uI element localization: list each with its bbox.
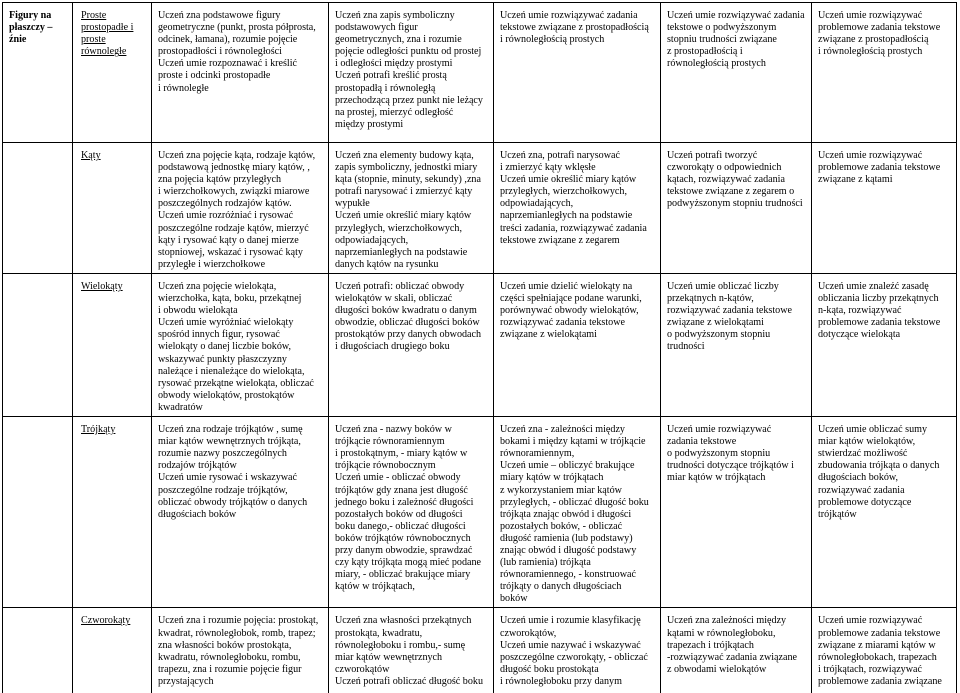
table-row: [3, 608, 957, 693]
requirement-cell: Uczeń umie rozwiązywać zadania tekstowe związane z prostopadłością i równoległością prostych: [494, 3, 661, 143]
requirement-cell: Uczeń potrafi: obliczać obwody wielokątów w skali, obliczać długości boków kwadratu o danym obwodzie, obliczać długości boków prostokątów przy danych obwodach i długościach drugiego boku: [329, 274, 494, 417]
topic-cell: [3, 417, 73, 608]
requirement-cell: Uczeń zna zależności między kątami w równoległoboku, trapezach i trójkątach -rozwiązywać zadania związane z obwodami wielokątów: [661, 608, 812, 693]
requirement-cell: Uczeń umie rozwiązywać problemowe zadania tekstowe związane z kątami: [812, 143, 957, 274]
subtopic-cell: [73, 3, 152, 143]
table-row: [3, 143, 957, 274]
subtopic-cell: [73, 274, 152, 417]
subtopic-link[interactable]: Czworokąty: [81, 615, 131, 627]
requirement-cell: Uczeń potrafi tworzyć czworokąty o odpowiednich kątach, rozwiązywać zadania tekstowe związane z zegarem o podwyższonym stopniu trudności: [661, 143, 812, 274]
requirement-cell: Uczeń umie rozwiązywać zadania tekstowe o podwyższonym stopniu trudności dotyczące trójkątów i miar kątów w trójkątach: [661, 417, 812, 608]
topic-cell: [3, 143, 73, 274]
requirement-cell: Uczeń umie obliczać sumy miar kątów wielokątów, stwierdzać możliwość zbudowania trójkąta o danych długościach boków, rozwiązywać zadania problemowe dotyczące trójkątów: [812, 417, 957, 608]
requirement-cell: Uczeń umie rozwiązywać zadania tekstowe o podwyższonym stopniu trudności związane z prostopadłością i równoległością prostych: [661, 3, 812, 143]
subtopic-cell: [73, 417, 152, 608]
topic-cell: Figury na płaszczy – źnie: [3, 3, 73, 143]
requirement-cell: Uczeń umie obliczać liczby przekątnych n-kątów, rozwiązywać zadania tekstowe związane z wielokątami o podwyższonym stopniu trudności: [661, 274, 812, 417]
requirement-cell: Uczeń umie znaleźć zasadę obliczania liczby przekątnych n-kąta, rozwiązywać problemowe zadania tekstowe dotyczące wielokąta: [812, 274, 957, 417]
topic-cell: [3, 608, 73, 693]
topic-cell: [3, 274, 73, 417]
requirement-cell: Uczeń zna zapis symboliczny podstawowych figur geometrycznych, zna i rozumie pojęcie odległości punktu od prostej i odległości między prostymi Uczeń potrafi kreślić prostą prostopadłą i równoległą przechodzącą przez punkt nie leżący na prostej, mierzyć odległość między prostymi: [329, 3, 494, 143]
requirement-cell: Uczeń zna - zależności między bokami i między kątami w trójkącie równoramiennym, Uczeń umie – obliczyć brakujące miary kątów w trójkątach z wykorzystaniem miar kątów przyległych, - obliczać długość boku trójkąta znając obwód i długości pozostałych boków, - obliczać długość ramienia (lub podstawy) znając obwód i długość podstawy (lub ramienia) trójkąta równoramiennego, - konstruować trójkąty o danych długościach boków: [494, 417, 661, 608]
table-row: [3, 417, 957, 608]
table-row: [3, 274, 957, 417]
subtopic-link[interactable]: Kąty: [81, 150, 101, 161]
requirement-cell: Uczeń zna i rozumie pojęcia: prostokąt, kwadrat, równoległobok, romb, trapez; zna własności boków prostokąta, kwadratu, równoległoboku, rombu, trapezu, zna i rozumie pojęcie figur przystających: [152, 608, 329, 693]
requirement-cell: Uczeń zna własności przekątnych prostokąta, kwadratu, równoległoboku i rombu,- sumę miar kątów wewnętrznych czworokątów Uczeń potrafi obliczać długość boku: [329, 608, 494, 693]
requirement-cell: Uczeń zna elementy budowy kąta, zapis symboliczny, jednostki miary kąta (stopnie, minuty, sekundy) ,zna potrafi narysować i zmierzyć kąty wypukłe Uczeń umie określić miary kątów przyległych, wierzchołkowych, odpowiadających, naprzemianległych na podstawie danych kątów na rysunku: [329, 143, 494, 274]
requirement-cell: Uczeń zna pojęcie kąta, rodzaje kątów, podstawową jednostkę miary kątów, , zna pojęcia kątów przyległych i wierzchołkowych, związki miarowe poszczególnych rodzajów kątów. Uczeń umie rozróżniać i rysować poszczególne rodzaje kątów, mierzyć kąty i rysować kąty o danej mierze stopniowej, wskazać i rysować kąty przyległe i wierzchołkowe: [152, 143, 329, 274]
subtopic-link[interactable]: Trójkąty: [81, 424, 116, 436]
requirement-cell: Uczeń zna pojęcie wielokąta, wierzchołka, kąta, boku, przekątnej i obwodu wielokąta Uczeń umie wyróżniać wielokąty spośród innych figur, rysować wielokąty o danej liczbie boków, wskazywać punkty płaszczyzny należące i nienależące do wielokąta, rysować przekątne wielokąta, obliczać obwody wielokątów, prostokątów kwadratów: [152, 274, 329, 417]
requirement-cell: Uczeń umie rozwiązywać problemowe zadania tekstowe związane z prostopadłością i równoległością prostych: [812, 3, 957, 143]
requirement-cell: Uczeń zna rodzaje trójkątów , sumę miar kątów wewnętrznych trójkąta, rozumie nazwy poszczególnych rodzajów trójkątów Uczeń umie rysować i wskazywać poszczególne rodzaje trójkątów, obliczać obwody trójkątów o danych długościach boków: [152, 417, 329, 608]
subtopic-link[interactable]: Wielokąty: [81, 281, 123, 292]
requirement-cell: Uczeń zna - nazwy boków w trójkącie równoramiennym i prostokątnym, - miary kątów w trójkącie równobocznym Uczeń umie - obliczać obwody trójkątów gdy znana jest długość jednego boku i zależność długości pozostałych boków od długości boku danego,- obliczać długości boków trójkątów równobocznych przy danym obwodzie, sprawdzać czy kąty trójkąta mogą mieć podane miary, - obliczać brakujące miary kątów w trójkątach,: [329, 417, 494, 608]
requirement-cell: Uczeń umie rozwiązywać problemowe zadania tekstowe związane z miarami kątów w równoległobokach, trapezach i trójkątach, rozwiązywać problemowe zadania związane: [812, 608, 957, 693]
subtopic-link[interactable]: Proste prostopadłe i proste równoległe: [81, 10, 134, 58]
requirement-cell: Uczeń umie dzielić wielokąty na części spełniające podane warunki, porównywać obwody wielokątów, rozwiązywać zadania tekstowe związane z wielokątami: [494, 274, 661, 417]
table-row: [3, 3, 957, 143]
subtopic-cell: [73, 143, 152, 274]
requirement-cell: Uczeń zna podstawowe figury geometryczne (punkt, prosta półprosta, odcinek, łamana), rozumie pojęcie prostopadłości i równoległości Uczeń umie rozpoznawać i kreślić proste i odcinki prostopadłe i równoległe: [152, 3, 329, 143]
requirement-cell: Uczeń umie i rozumie klasyfikację czworokątów, Uczeń umie nazywać i wskazywać poszczególne czworokąty, - obliczać długość boku prostokąta i równoległoboku przy danym: [494, 608, 661, 693]
subtopic-cell: [73, 608, 152, 693]
requirement-cell: Uczeń zna, potrafi narysować i zmierzyć kąty wklęsłe Uczeń umie określić miary kątów przyległych, wierzchołkowych, odpowiadających, naprzemianległych na podstawie treści zadania, rozwiązywać zadania tekstowe związane z zegarem: [494, 143, 661, 274]
requirements-table: [2, 2, 957, 693]
